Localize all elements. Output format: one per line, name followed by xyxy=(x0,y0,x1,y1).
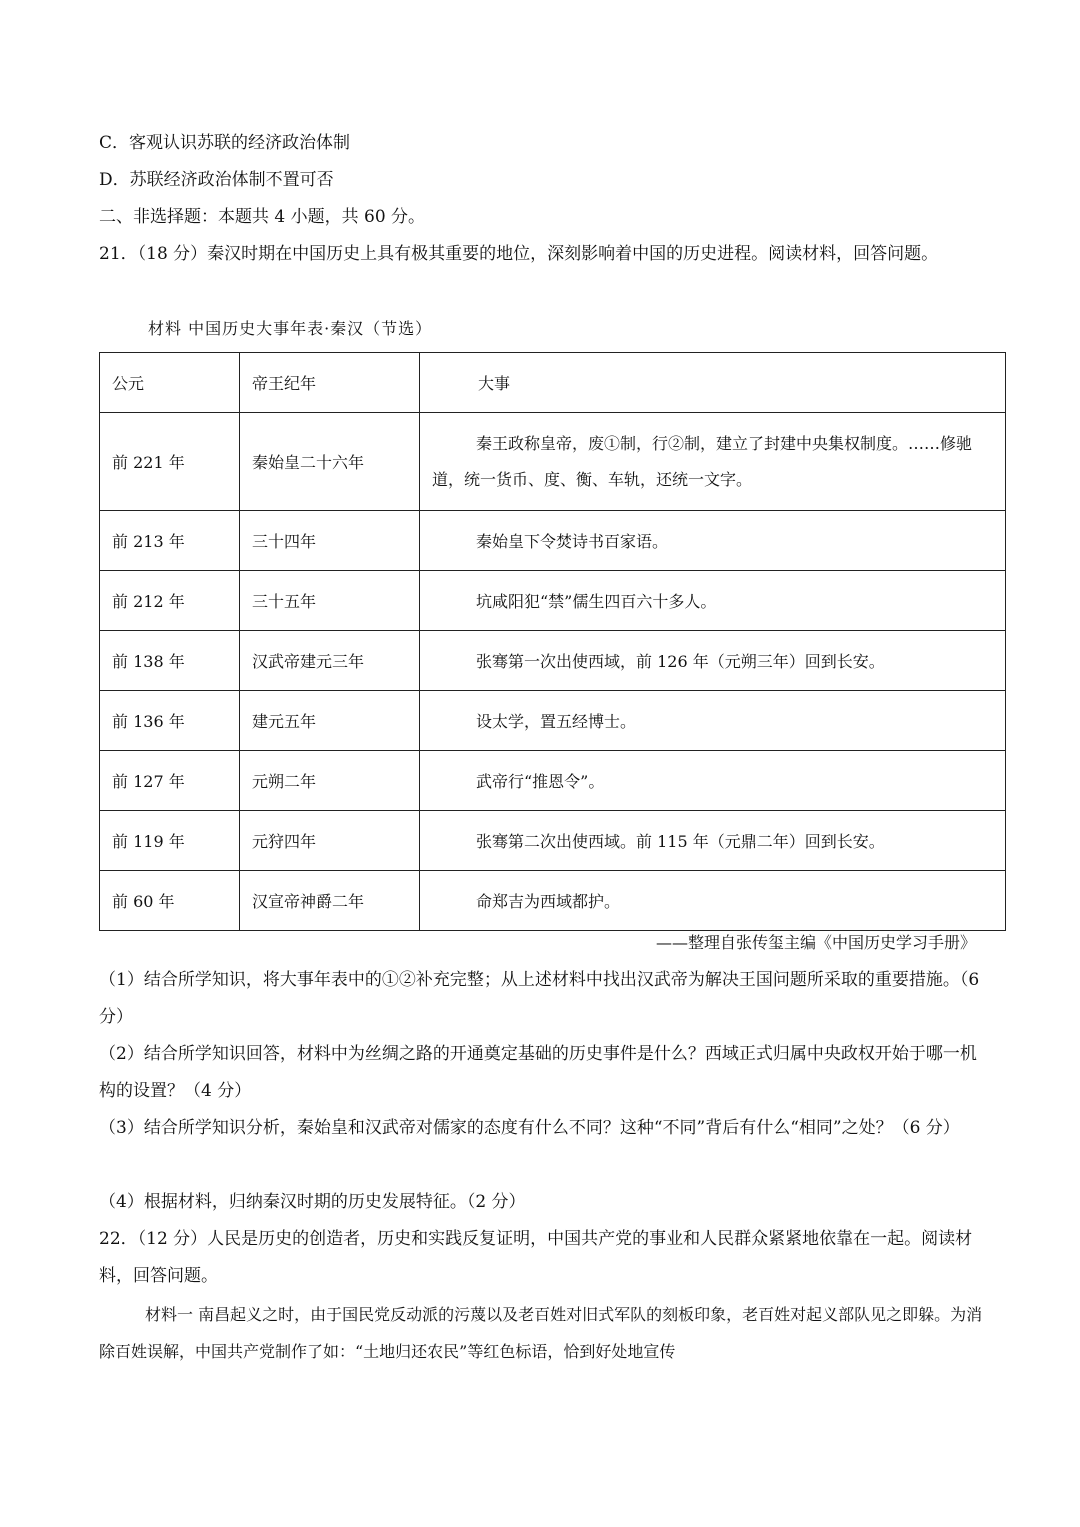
q21-sub4: （4）根据材料，归纳秦汉时期的历史发展特征。（2 分） xyxy=(99,1192,526,1212)
row-year: 前 119 年 xyxy=(100,811,240,871)
table-source: ——整理自张传玺主编《中国历史学习手册》 xyxy=(655,933,976,952)
table-row xyxy=(100,571,1006,631)
row-year: 前 212 年 xyxy=(100,571,240,631)
header-event: 大事 xyxy=(420,353,1006,413)
row-event-text: 坑咸阳犯“禁”儒生四百六十多人。 xyxy=(476,592,717,611)
row-event-text: 秦王政称皇帝，废①制，行②制，建立了封建中央集权制度。……修驰道，统一货币、度、衡、车轨，还统一文字。 xyxy=(432,433,973,489)
row-event-text: 张骞第一次出使西域，前 126 年（元朔三年）回到长安。 xyxy=(476,652,885,671)
row-event xyxy=(420,511,1006,571)
row-reign: 三十四年 xyxy=(240,511,420,571)
row-event-text: 命郑吉为西域都护。 xyxy=(476,892,621,911)
row-reign: 三十五年 xyxy=(240,571,420,631)
row-reign: 元狩四年 xyxy=(240,811,420,871)
q21-sub1: （1）结合所学知识，将大事年表中的①②补充完整；从上述材料中找出汉武帝为解决王国问题所采取的重要措施。（6 分） xyxy=(99,970,980,1027)
row-year: 前 136 年 xyxy=(100,691,240,751)
row-reign: 汉武帝建元三年 xyxy=(240,631,420,691)
row-event-text: 张骞第二次出使西域。前 115 年（元鼎二年）回到长安。 xyxy=(476,832,885,851)
events-table xyxy=(99,352,1006,931)
row-reign: 元朔二年 xyxy=(240,751,420,811)
row-event-text: 设太学，置五经博士。 xyxy=(476,712,637,731)
table-header-row xyxy=(100,353,1006,413)
table-row xyxy=(100,691,1006,751)
row-event-text: 秦始皇下令焚诗书百家语。 xyxy=(476,532,669,551)
table-row xyxy=(100,811,1006,871)
row-year: 前 138 年 xyxy=(100,631,240,691)
table-row xyxy=(100,751,1006,811)
row-event xyxy=(420,811,1006,871)
row-event xyxy=(420,691,1006,751)
row-reign: 建元五年 xyxy=(240,691,420,751)
header-reign: 帝王纪年 xyxy=(240,353,420,413)
table-row xyxy=(100,511,1006,571)
table-row xyxy=(100,413,1006,511)
row-event xyxy=(420,413,1006,511)
row-year: 前 221 年 xyxy=(100,413,240,511)
row-event xyxy=(420,631,1006,691)
q21-stem: 21．（18 分）秦汉时期在中国历史上具有极其重要的地位，深刻影响着中国的历史进程。阅读材料，回答问题。 xyxy=(99,244,939,264)
row-event xyxy=(420,571,1006,631)
table-row xyxy=(100,871,1006,931)
row-year: 前 60 年 xyxy=(100,871,240,931)
q22-material1: 材料一 南昌起义之时，由于国民党反动派的污蔑以及老百姓对旧式军队的刻板印象，老百姓对起义部队见之即躲。为消除百姓误解，中国共产党制作了如：“土地归还农民”等红色标语，恰到好处地宣传 xyxy=(99,1305,983,1361)
row-event xyxy=(420,871,1006,931)
option-c: C．客观认识苏联的经济政治体制 xyxy=(99,133,351,153)
table-caption: 材料 中国历史大事年表·秦汉（节选） xyxy=(148,319,433,338)
table-row xyxy=(100,631,1006,691)
q21-sub2: （2）结合所学知识回答，材料中为丝绸之路的开通奠定基础的历史事件是什么？西域正式归属中央政权开始于哪一机构的设置？（4 分） xyxy=(99,1044,977,1101)
q22-stem: 22．（12 分）人民是历史的创造者，历史和实践反复证明，中国共产党的事业和人民群众紧紧地依靠在一起。阅读材料，回答问题。 xyxy=(99,1229,973,1286)
row-event-text: 武帝行“推恩令”。 xyxy=(476,772,605,791)
row-year: 前 213 年 xyxy=(100,511,240,571)
row-event xyxy=(420,751,1006,811)
q21-sub3: （3）结合所学知识分析，秦始皇和汉武帝对儒家的态度有什么不同？这种“不同”背后有什么“相同”之处？（6 分） xyxy=(99,1118,960,1138)
header-year: 公元 xyxy=(100,353,240,413)
row-year: 前 127 年 xyxy=(100,751,240,811)
row-reign: 秦始皇二十六年 xyxy=(240,413,420,511)
section-heading: 二、非选择题：本题共 4 小题，共 60 分。 xyxy=(99,207,426,227)
row-reign: 汉宣帝神爵二年 xyxy=(240,871,420,931)
option-d: D．苏联经济政治体制不置可否 xyxy=(99,170,334,190)
